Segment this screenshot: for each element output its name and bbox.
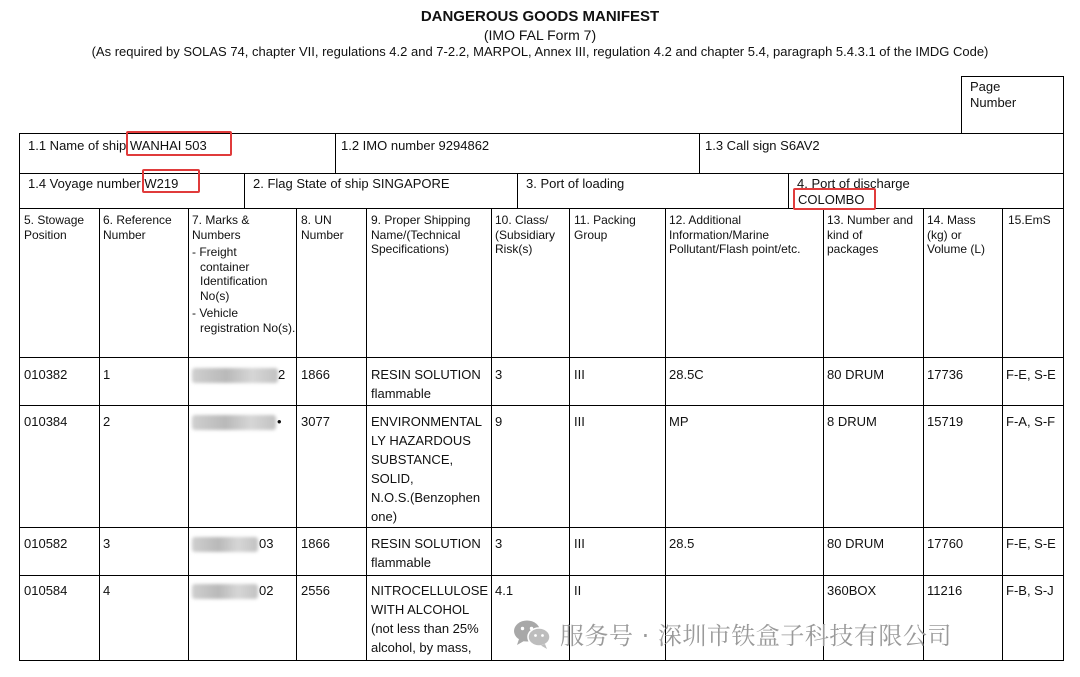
ems-cell: F-E, S-E (1006, 536, 1056, 551)
redacted-container-id (192, 584, 258, 599)
packing-group-cell: III (574, 536, 585, 551)
additional-info-cell: MP (669, 414, 689, 429)
col-packing-group-header: 11. Packing Group (574, 213, 636, 242)
stowage-cell: 010582 (24, 536, 68, 551)
un-number-cell: 3077 (301, 414, 330, 429)
packages-cell: 80 DRUM (827, 536, 885, 551)
imo-number: 1.2 IMO number 9294862 (341, 138, 490, 153)
page-label: Page (970, 79, 1001, 94)
stowage-cell: 010384 (24, 414, 68, 429)
redacted-container-id (192, 415, 276, 430)
regulation-note: (As required by SOLAS 74, chapter VII, regulations 4.2 and 7-2.2, MARPOL, Annex III, regulation 4.2 and chapter 5.4, paragraph 5.4.3.1 of the IMDG Code) (91, 44, 989, 59)
class-cell: 3 (495, 536, 503, 551)
class-cell: 3 (495, 367, 503, 382)
reference-cell: 2 (103, 414, 111, 429)
redacted-container-id (192, 368, 278, 383)
voyage-label: 1.4 Voyage number (28, 176, 141, 191)
marks-tail-cell: 02 (259, 583, 274, 598)
col-marks-header: 7. Marks & Numbers - Freight container Identification No(s) - Vehicle registration No(s). (192, 213, 296, 335)
col-reference-header: 6. Reference Number (103, 213, 172, 242)
un-number-cell: 1866 (301, 367, 330, 382)
col-ems-header: 15.EmS (1008, 213, 1051, 227)
wechat-icon (512, 618, 552, 650)
stowage-cell: 010382 (24, 367, 68, 382)
port-of-loading: 3. Port of loading (526, 176, 625, 191)
marks-tail-cell: 03 (259, 536, 274, 551)
col-additional-info-header: 12. Additional Information/Marine Pollutant/Flash point/etc. (669, 213, 801, 256)
watermark (512, 616, 952, 651)
reference-cell: 4 (103, 583, 111, 598)
voyage-value: W219 (144, 176, 179, 191)
reference-cell: 3 (103, 536, 111, 551)
additional-info-cell: 28.5 (669, 536, 695, 551)
packages-cell: 360BOX (827, 583, 877, 598)
un-number-cell: 2556 (301, 583, 330, 598)
packing-group-cell: III (574, 414, 585, 429)
packing-group-cell: III (574, 367, 585, 382)
col-mass-header: 14. Mass (kg) or Volume (L) (927, 213, 986, 256)
call-sign: 1.3 Call sign S6AV2 (705, 138, 820, 153)
class-cell: 4.1 (495, 583, 514, 598)
marks-tail-cell: • (277, 414, 282, 429)
packages-cell: 80 DRUM (827, 367, 885, 382)
col-un-header: 8. UN Number (301, 213, 344, 242)
class-cell: 9 (495, 414, 503, 429)
ship-name-label: 1.1 Name of ship (28, 138, 127, 153)
document-title: DANGEROUS GOODS MANIFEST (420, 8, 660, 25)
document-subtitle: (IMO FAL Form 7) (483, 27, 597, 43)
voyage-highlight (142, 169, 200, 193)
shipping-name-cell: RESIN SOLUTION flammable (371, 367, 481, 401)
ems-cell: F-A, S-F (1006, 414, 1056, 429)
watermark-text: 服务号 · 深圳市铁盒子科技有限公司 (560, 622, 952, 650)
discharge-highlight (793, 188, 876, 210)
col-stowage-header: 5. Stowage Position (24, 213, 85, 242)
mass-cell: 17736 (927, 367, 964, 382)
ems-cell: F-B, S-J (1006, 583, 1054, 598)
col-class-header: 10. Class/ (Subsidiary Risk(s) (495, 213, 556, 256)
mass-cell: 17760 (927, 536, 964, 551)
page-number-box (961, 76, 1064, 134)
shipping-name-cell: NITROCELLULOSE WITH ALCOHOL (not less than 25% alcohol, by mass, (371, 583, 489, 655)
mass-cell: 11216 (927, 583, 963, 598)
marks-tail-cell: 2 (278, 367, 286, 382)
col-shipping-name-header: 9. Proper Shipping Name/(Technical Specifications) (371, 213, 471, 256)
port-of-discharge-label: 4. Port of discharge (797, 176, 910, 191)
ship-name-value: WANHAI 503 (129, 138, 207, 153)
flag-state: 2. Flag State of ship SINGAPORE (253, 176, 450, 191)
col-packages-header: 13. Number and kind of packages (827, 213, 914, 256)
additional-info-cell: 28.5C (669, 367, 704, 382)
mass-cell: 15719 (927, 414, 964, 429)
number-label: Number (970, 95, 1017, 110)
redacted-container-id (192, 537, 258, 552)
ems-cell: F-E, S-E (1006, 367, 1056, 382)
stowage-cell: 010584 (24, 583, 68, 598)
packages-cell: 8 DRUM (827, 414, 877, 429)
reference-cell: 1 (103, 367, 111, 382)
port-of-discharge-value: COLOMBO (798, 192, 865, 207)
shipping-name-cell: ENVIRONMENTAL LY HAZARDOUS SUBSTANCE, SOLID, N.O.S.(Benzophen one) (371, 414, 482, 524)
shipping-name-cell: RESIN SOLUTION flammable (371, 536, 481, 570)
packing-group-cell: II (574, 583, 582, 598)
un-number-cell: 1866 (301, 536, 330, 551)
ship-name-highlight (126, 131, 232, 156)
